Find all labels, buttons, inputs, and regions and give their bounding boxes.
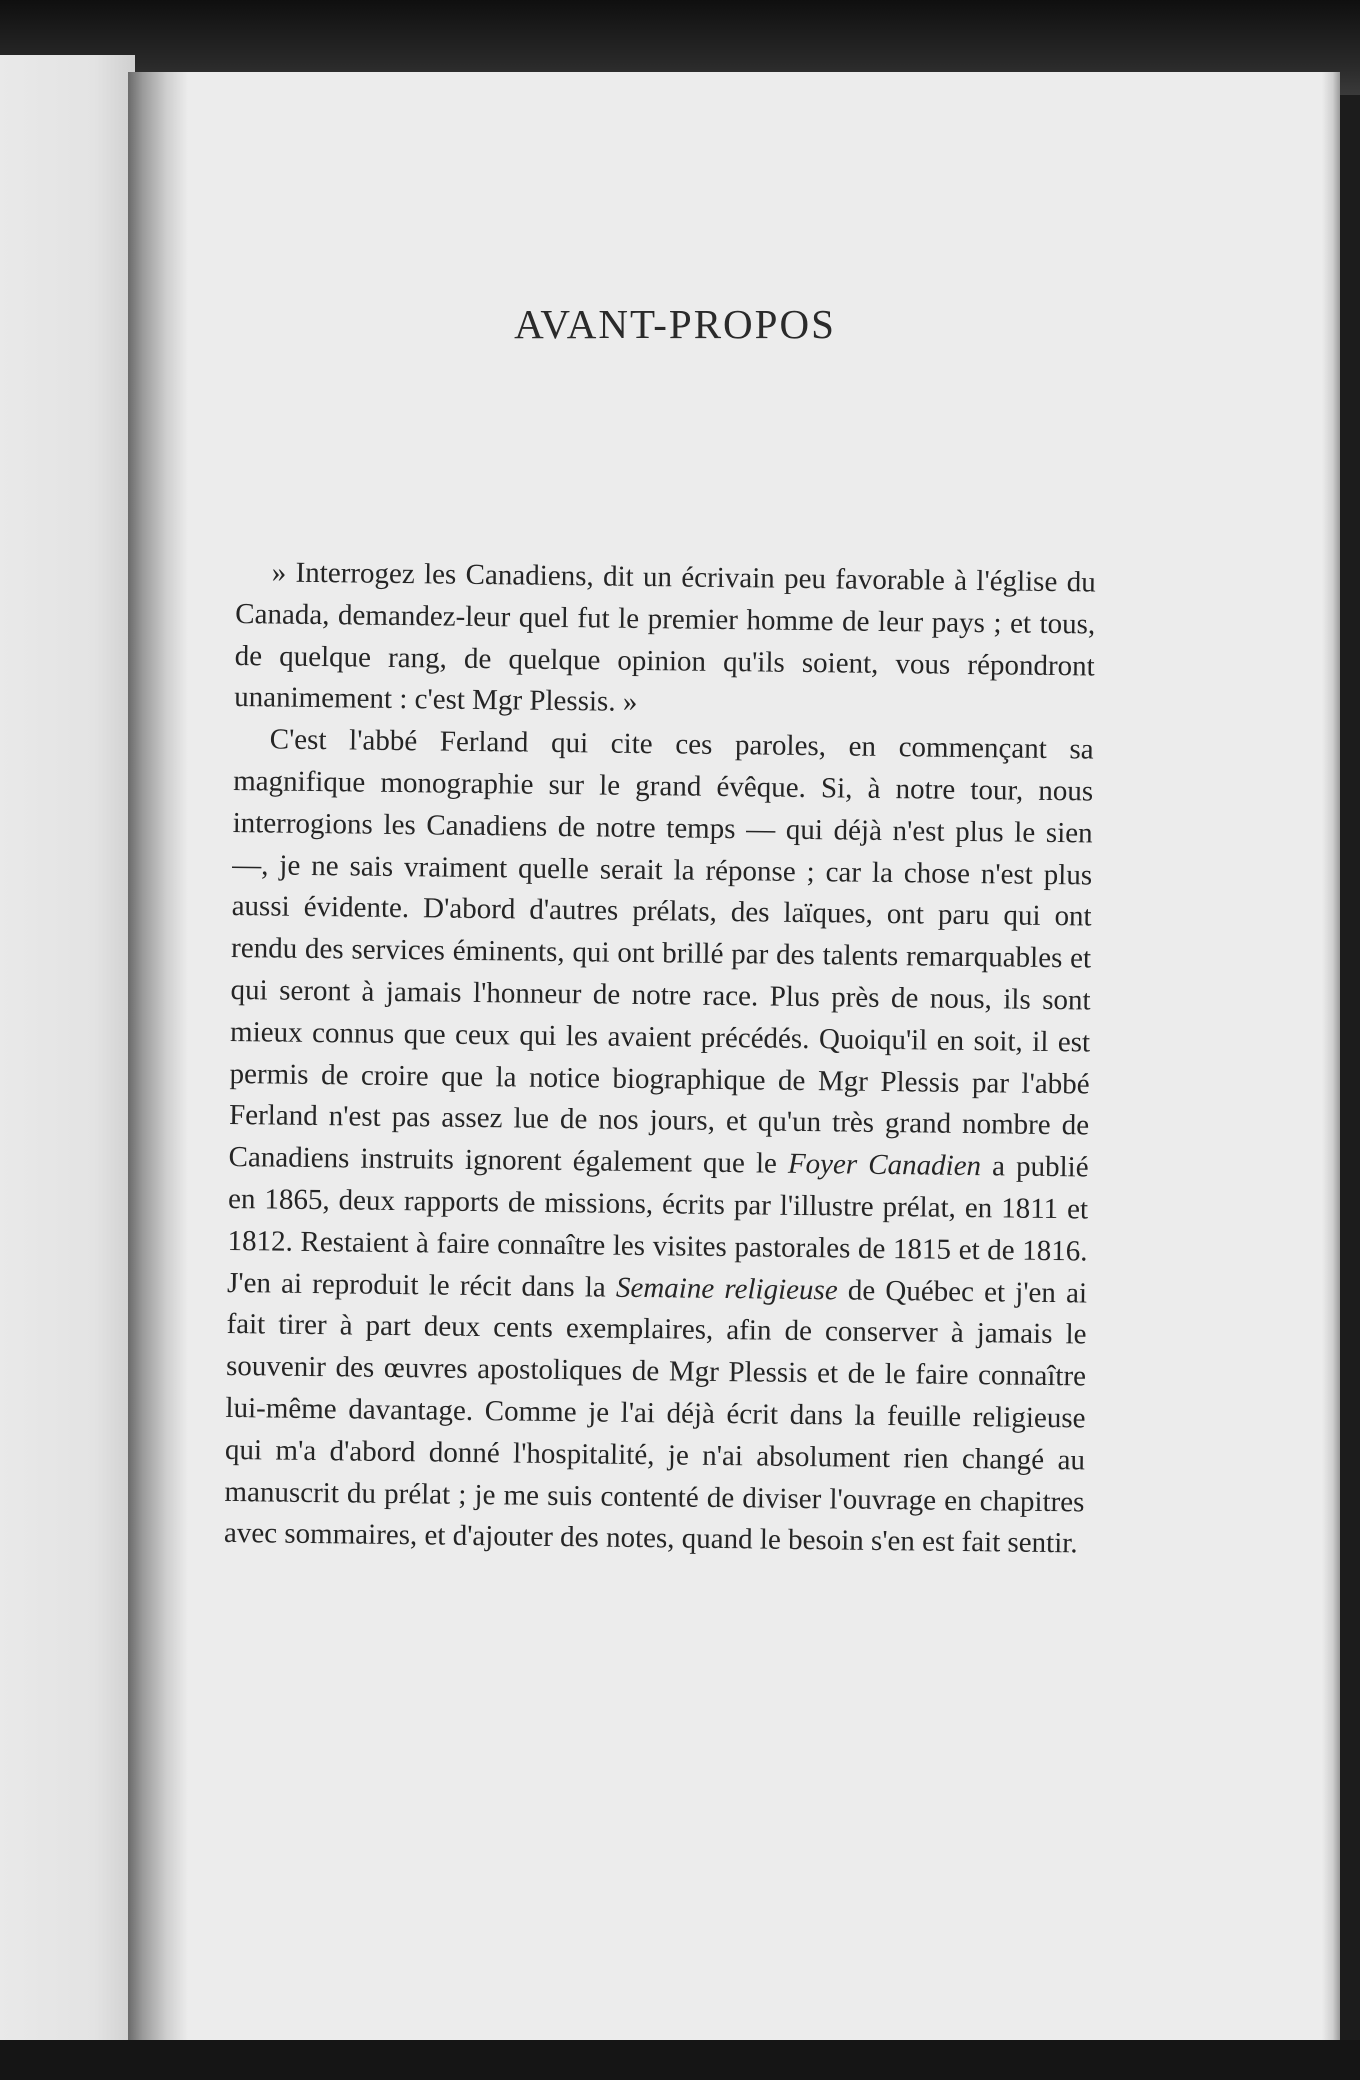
page-title: AVANT-PROPOS [514, 301, 836, 347]
body-text [224, 552, 1096, 1566]
paragraph-2-part-2: a publié en 1865, deux rapports de missions, écrits par l'illustre prélat, en 1811 et 1812. Restaient à faire connaître les visites pastorales de 1815 et de 1816. J'en ai reproduit le récit dans la [226, 1150, 1089, 1304]
scan-bottom-edge [0, 2040, 1360, 2080]
paragraph-2-part-1: C'est l'abbé Ferland qui cite ces paroles, en commençant sa magnifique monographie sur le grand évêque. Si, à notre tour, nous interrogions les Canadiens de notre temps — qui déjà n'est plus le sien —, je ne sais vraiment quelle serait la réponse ; car la chose n'est plus aussi évidente. D'abord d'autres prélats, des laïques, ont paru qui ont rendu des services éminents, qui ont brillé par des talents remarquables et qui seront à jamais l'honneur de notre race. Plus près de nous, ils sont mieux connus que ceux qui les avaient précédés. Quoiqu'il en soit, il est permis de croire que la notice biographique de Mgr Plessis par l'abbé Ferland n'est pas assez lue de nos jours, et qu'un très grand nombre de Canadiens instruits ignorent également que le [228, 723, 1094, 1180]
paragraph-2-part-3: de Québec et j'en ai fait tirer à part deux cents exemplaires, afin de conserver à jamais le souvenir des œuvres apostoliques de Mgr Plessis et de le faire connaître lui-même davantage. Comme je l'ai déjà écrit dans la feuille religieuse qui m'a d'abord donné l'hospitalité, je n'ai absolument rien changé au manuscrit du prélat ; je me suis contenté de diviser l'ouvrage en chapitres avec sommaires, et d'ajouter des notes, quand le besoin s'en est fait sentir. [223, 1274, 1088, 1560]
paragraph-1: » Interrogez les Canadiens, dit un écrivain peu favorable à l'église du Canada, demandez-leur quel fut le premier homme de leur pays ; et tous, de quelque rang, de quelque opinion qu'ils soient, vous répondront unanimement : c'est Mgr Plessis. » [234, 556, 1096, 719]
foyer-canadien-title: Foyer Canadien [787, 1147, 982, 1183]
facing-page-edge [0, 55, 135, 2050]
gutter-shadow [128, 72, 188, 2040]
paragraph-2 [224, 719, 1094, 1565]
page-right-edge [1322, 72, 1340, 2040]
semaine-religieuse-title: Semaine religieuse [615, 1271, 838, 1306]
